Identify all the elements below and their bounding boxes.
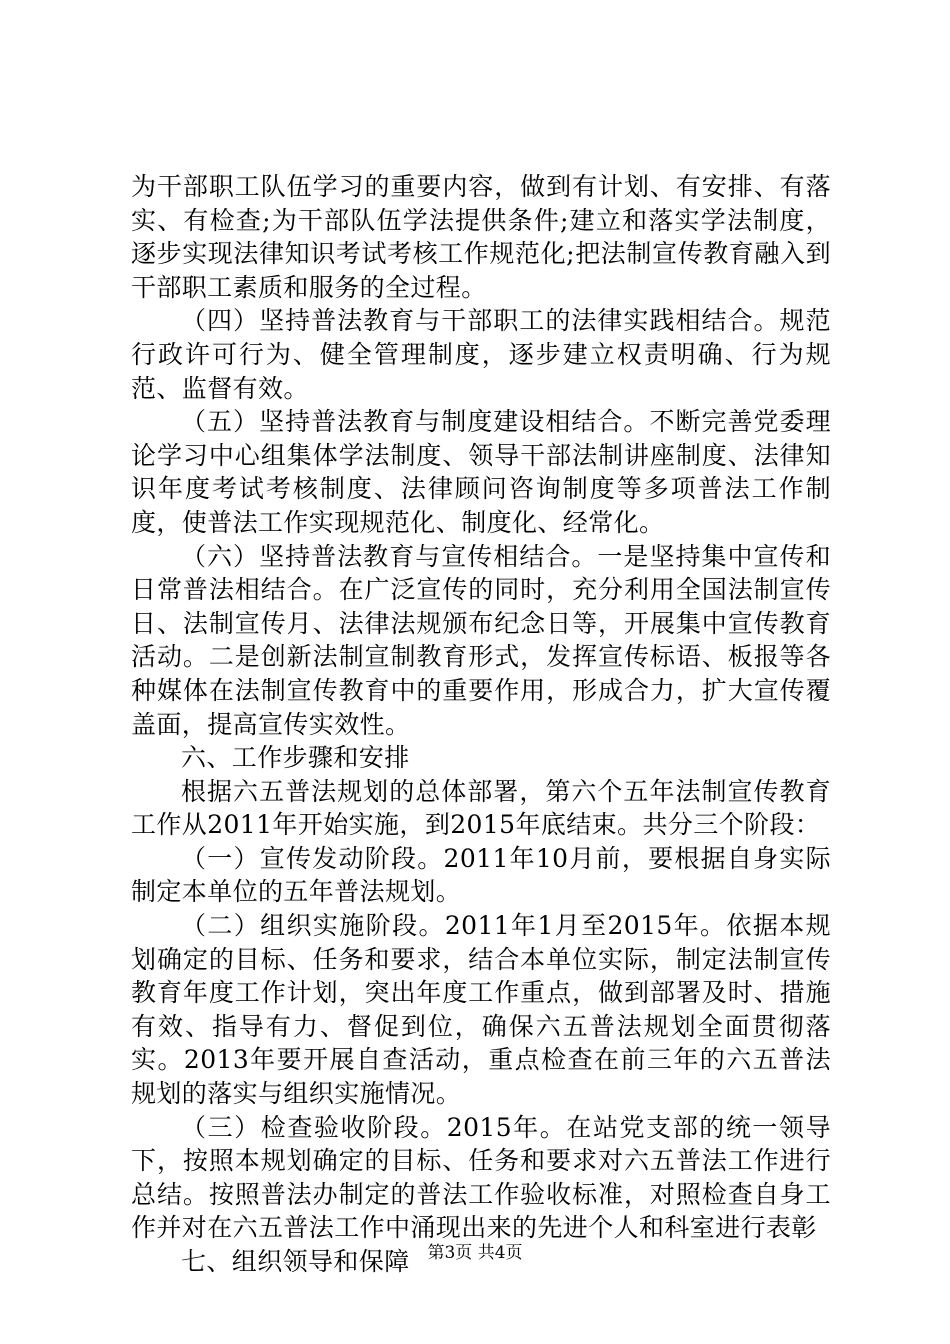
paragraph-stage-1: （一）宣传发动阶段。2011年10月前，要根据自身实际制定本单位的五年普法规划。: [131, 843, 831, 907]
document-body: [131, 170, 831, 1279]
paragraph-item-6: （六）坚持普法教育与宣传相结合。一是坚持集中宣传和日常普法相结合。在广泛宣传的同时，充分利用全国法制宣传日、法制宣传月、法律法规颁布纪念日等，开展集中宣传教育活动。二是创新法制宣制教育形式，发挥宣传标语、板报等各种媒体在法制宣传教育中的重要作用，形成合力，扩大宣传覆盖面，提高宣传实效性。: [131, 541, 831, 739]
paragraph-continuation: 为干部职工队伍学习的重要内容，做到有计划、有安排、有落实、有检查;为干部队伍学法提供条件;建立和落实学法制度，逐步实现法律知识考试考核工作规范化;把法制宣传教育融入到干部职工素质和服务的全过程。: [131, 172, 831, 302]
paragraph-item-5: （五）坚持普法教育与制度建设相结合。不断完善党委理论学习中心组集体学法制度、领导干部法制讲座制度、法律知识年度考试考核制度、法律顾问咨询制度等多项普法工作制度，使普法工作实现规范化、制度化、经常化。: [131, 407, 831, 537]
page-footer: 第3页 共4页: [427, 1243, 523, 1263]
paragraph-stage-3: （三）检查验收阶段。2015年。在站党支部的统一领导下，按照本规划确定的目标、任务和要求对六五普法工作进行总结。按照普法办制定的普法工作验收标准，对照检查自身工作并对在六五普法工作中涌现出来的先进个人和科室进行表彰: [131, 1112, 831, 1243]
section-heading-6: 六、工作步骤和安排: [181, 743, 410, 773]
paragraph-stage-2: （二）组织实施阶段。2011年1月至2015年。依据本规划确定的目标、任务和要求，结合本单位实际，制定法制宣传教育年度工作计划，突出年度工作重点，做到部署及时、措施有效、指导有力、督促到位，确保六五普法规划全面贯彻落实。2013年要开展自查活动，重点检查在前三年的六五普法规划的落实与组织实施情况。: [131, 911, 831, 1109]
paragraph-intro-steps: 根据六五普法规划的总体部署，第六个五年法制宣传教育工作从2011年开始实施，到2015年底结束。共分三个阶段：: [131, 776, 831, 840]
paragraph-item-4: （四）坚持普法教育与干部职工的法律实践相结合。规范行政许可行为、健全管理制度，逐步建立权责明确、行为规范、监督有效。: [131, 306, 831, 403]
section-heading-7: 七、组织领导和保障: [181, 1247, 410, 1276]
